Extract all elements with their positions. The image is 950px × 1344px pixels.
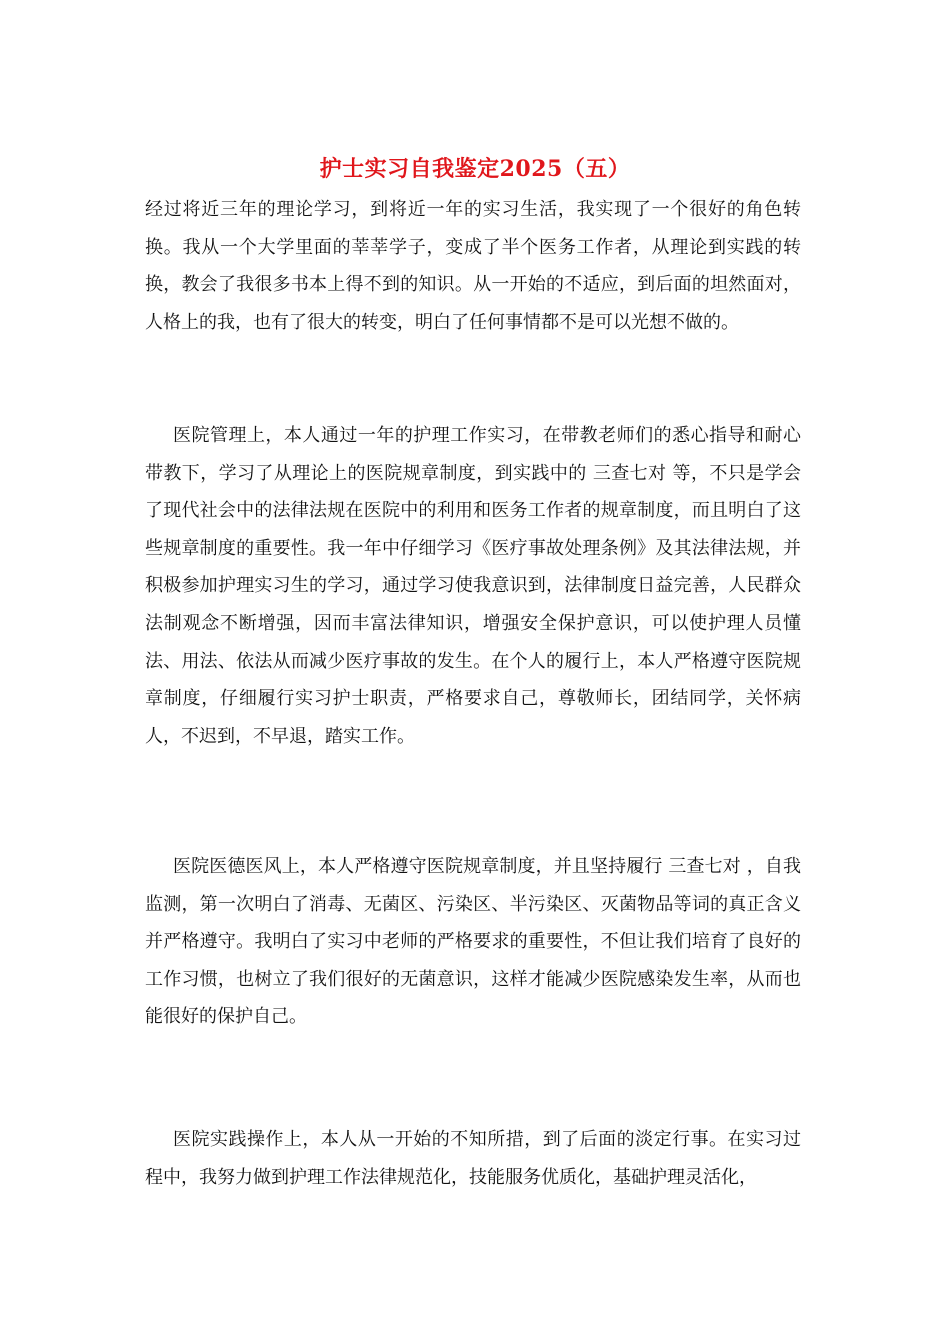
paragraph-practice-operation: 医院实践操作上，本人从一开始的不知所措，到了后面的淡定行事。在实习过程中，我努力做到护理工作法律规范化，技能服务优质化，基础护理灵活化，: [145, 1129, 801, 1188]
page-title: 护士实习自我鉴定2025（五）: [319, 156, 631, 182]
paragraph-hospital-management: 医院管理上，本人通过一年的护理工作实习，在带教老师们的悉心指导和耐心带教下，学习了从理论上的医院规章制度，到实践中的 三查七对 等，不只是学会了现代社会中的法律法规在医院中的利用和医务工作者的规章制度，而且明白了这些规章制度的重要性。我一年中仔细学习《医疗事故处理条例》及其法律法规，并积极参加护理实习生的学习，通过学习使我意识到，法律制度日益完善，人民群众法制观念不断增强，因而丰富法律知识，增强安全保护意识，可以使护理人员懂法、用法、依法从而减少医疗事故的发生。在个人的履行上，本人严格遵守医院规章制度，仔细履行实习护士职责，严格要求自己，尊敬师长，团结同学，关怀病人，不迟到，不早退，踏实工作。: [145, 425, 801, 747]
paragraph-medical-ethics: 医院医德医风上，本人严格遵守医院规章制度，并且坚持履行 三查七对 ，自我监测，第一次明白了消毒、无菌区、污染区、半污染区、灭菌物品等词的真正含义并严格遵守。我明白了实习中老师的严格要求的重要性，不但让我们培育了良好的工作习惯，也树立了我们很好的无菌意识，这样才能减少医院感染发生率，从而也能很好的保护自己。: [145, 856, 801, 1028]
paragraph-intro: 经过将近三年的理论学习，到将近一年的实习生活，我实现了一个很好的角色转换。我从一个大学里面的莘莘学子，变成了半个医务工作者，从理论到实践的转换，教会了我很多书本上得不到的知识。从一开始的不适应，到后面的坦然面对，人格上的我，也有了很大的转变，明白了任何事情都不是可以光想不做的。: [145, 199, 801, 333]
